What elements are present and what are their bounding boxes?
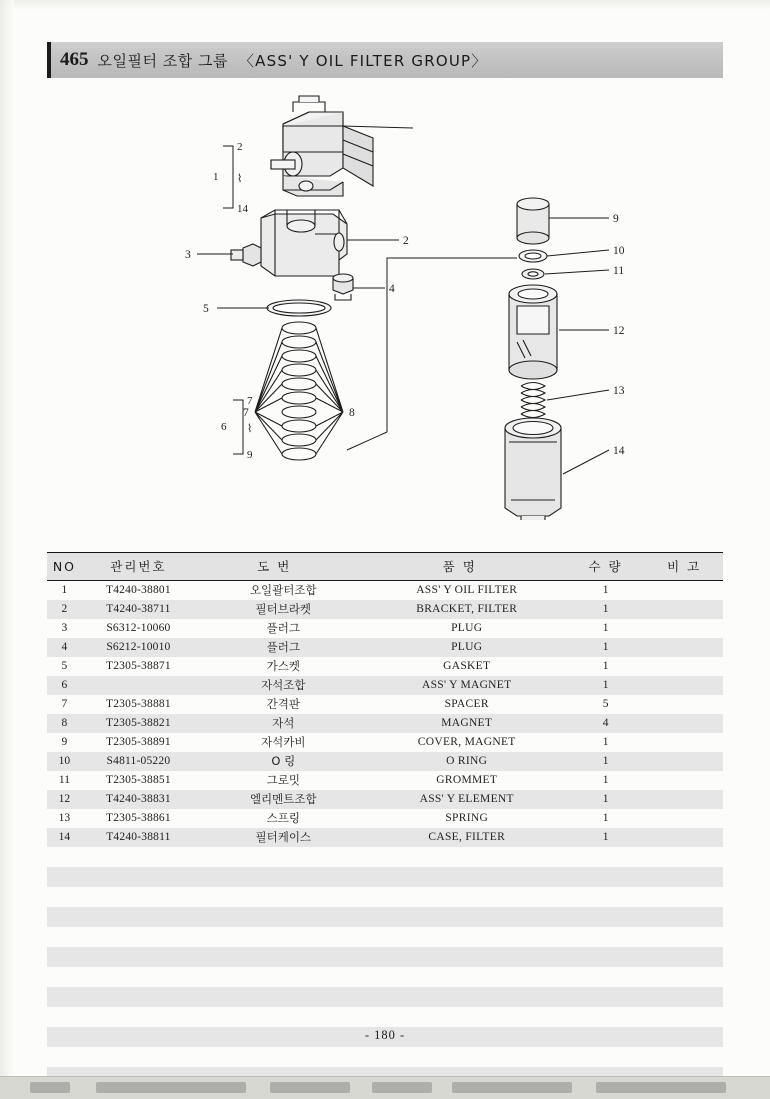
scan-edge-left [0,0,14,1098]
cell-code: T4240-38831 [82,790,195,809]
cell-name: O RING [354,752,566,771]
section-title-korean: 오일필터 조합 그룹 [97,51,228,70]
cell-name: SPACER [444,698,489,710]
magnet-stack-illustration [255,322,343,460]
cell-code: S4811-05220 [82,752,195,771]
cell-drawing: 가스켓 [266,659,300,673]
filter-case-assembly-illustration [347,198,561,520]
table-row-blank [47,967,723,987]
cell-no: 3 [61,622,68,634]
cell-remark [645,695,723,714]
cell-no: 11 [58,774,70,786]
cell-no: 4 [47,638,82,657]
table-row [47,752,723,771]
column-header-no: NO [47,553,82,581]
cell-no: 5 [61,660,68,672]
cell-remark [645,714,723,733]
cell-drawing: 자석카비 [261,735,306,749]
cell-qty: 1 [566,638,645,657]
callout-5: 5 [203,303,209,315]
pump-body-illustration [271,96,373,196]
svg-text:1: 1 [213,171,219,183]
svg-text:6: 6 [221,421,227,433]
table-row-blank [47,1007,723,1027]
cell-no: 2 [47,600,82,619]
cell-qty: 1 [566,600,645,619]
cell-remark [645,676,723,695]
table-row [47,657,723,676]
cell-qty: 1 [602,622,609,634]
cell-drawing: 필터브라켓 [195,600,354,619]
cell-remark [645,657,723,676]
table-row [47,638,723,657]
callout-14: 14 [613,445,625,457]
cell-drawing: 스프링 [266,811,300,825]
table-row [47,714,723,733]
cell-qty: 1 [602,812,609,824]
callout-10: 10 [613,245,625,257]
cell-code: S6312-10060 [106,622,171,634]
callout-3: 3 [185,249,191,261]
table-row [47,600,723,619]
svg-text:7: 7 [247,395,253,407]
callout-9: 9 [613,213,619,225]
column-header-code: 관리번호 [82,553,195,581]
table-row-blank [47,867,723,887]
cell-name: GROMMET [436,774,498,786]
table-row-blank [47,1047,723,1067]
cell-remark [645,828,723,847]
svg-text:9: 9 [247,449,253,461]
cell-name: PLUG [451,622,483,634]
cell-no: 8 [47,714,82,733]
cell-name: ASS' Y ELEMENT [354,790,566,809]
svg-text:2: 2 [237,141,243,153]
table-row [47,809,723,828]
cell-remark [645,790,723,809]
cell-no: 6 [47,676,82,695]
section-title-english: 〈ASS' Y OIL FILTER GROUP〉 [238,51,488,70]
cell-drawing: 엘리멘트조합 [195,790,354,809]
table-row [47,676,723,695]
cell-qty: 1 [602,774,609,786]
table-row-blank [47,927,723,947]
bracket-group-1 [213,141,249,215]
cell-qty: 5 [602,698,609,710]
cell-qty: 1 [566,752,645,771]
cell-qty: 1 [566,790,645,809]
bracket-group-6 [221,395,253,461]
cell-drawing: 플러그 [266,621,300,635]
section-number: 465 [60,49,89,70]
cell-name: PLUG [354,638,566,657]
cell-drawing: 자석 [195,714,354,733]
callout-2: 2 [403,235,409,247]
scan-edge-top [0,0,770,10]
cell-qty: 1 [566,676,645,695]
cell-drawing: O 링 [195,752,354,771]
table-row-blank [47,907,723,927]
scan-bottom-strip [0,1076,770,1099]
table-header-row [47,553,723,581]
table-row [47,771,723,790]
cell-drawing: 간격판 [266,697,300,711]
cell-name: ASS' Y OIL FILTER [416,584,518,596]
cell-qty: 1 [566,828,645,847]
cell-no: 7 [61,698,68,710]
cell-name: CASE, FILTER [354,828,566,847]
cell-code: T2305-38821 [82,714,195,733]
table-row [47,581,723,601]
cell-code: T4240-38811 [82,828,195,847]
cell-remark [645,733,723,752]
cell-no: 13 [58,812,71,824]
cell-no: 14 [47,828,82,847]
cell-qty: 1 [602,660,609,672]
cell-remark [645,809,723,828]
cell-name: SPRING [445,812,489,824]
callout-12: 12 [613,325,625,337]
cell-remark [645,581,723,601]
cell-code: T2305-38881 [106,698,171,710]
svg-text:⌇: ⌇ [237,173,243,185]
exploded-parts-diagram [47,90,723,520]
table-row-blank [47,947,723,967]
filter-bracket-illustration [231,210,353,316]
cell-remark [645,619,723,638]
cell-name: BRACKET, FILTER [354,600,566,619]
callout-8: 8 [349,407,355,419]
table-row-blank [47,847,723,867]
column-header-remark: 비 고 [645,553,723,581]
cell-name: MAGNET [354,714,566,733]
page-number: - 180 - [364,1028,406,1042]
callout-7: 7 [243,407,249,419]
callout-13: 13 [613,385,625,397]
cell-no: 10 [47,752,82,771]
cell-remark [645,638,723,657]
cell-name: COVER, MAGNET [417,736,516,748]
cell-qty: 1 [602,584,609,596]
cell-drawing: 자석조합 [195,676,354,695]
table-row [47,733,723,752]
cell-name: ASS' Y MAGNET [354,676,566,695]
parts-table [47,552,723,1087]
cell-drawing: 오일괄터조합 [249,583,317,597]
table-row [47,790,723,809]
parts-table-container [47,552,723,1088]
cell-code [82,676,195,695]
svg-text:⌇: ⌇ [247,423,253,435]
column-header-drawing: 도 번 [195,553,354,581]
cell-drawing: 플러그 [195,638,354,657]
cell-no: 12 [47,790,82,809]
column-header-qty: 수 량 [566,553,645,581]
cell-code: T4240-38711 [82,600,195,619]
page-header-bar [47,42,723,78]
table-row-blank [47,887,723,907]
cell-code: T2305-38851 [106,774,171,786]
table-row-blank [47,987,723,1007]
svg-text:14: 14 [237,203,248,215]
callout-4: 4 [389,283,395,295]
cell-no: 9 [61,736,68,748]
table-row [47,695,723,714]
callout-11: 11 [613,265,625,277]
cell-code: T4240-38801 [106,584,171,596]
cell-remark [645,752,723,771]
column-header-name: 품 명 [354,553,566,581]
cell-code: S6212-10010 [82,638,195,657]
cell-code: T2305-38891 [106,736,171,748]
cell-code: T2305-38871 [106,660,171,672]
cell-remark [645,600,723,619]
cell-remark [645,771,723,790]
cell-qty: 4 [566,714,645,733]
table-row [47,619,723,638]
cell-qty: 1 [602,736,609,748]
cell-drawing: 그로밋 [266,773,300,787]
table-row [47,828,723,847]
cell-name: GASKET [443,660,491,672]
cell-drawing: 필터케이스 [195,828,354,847]
cell-code: T2305-38861 [106,812,171,824]
cell-no: 1 [61,584,68,596]
